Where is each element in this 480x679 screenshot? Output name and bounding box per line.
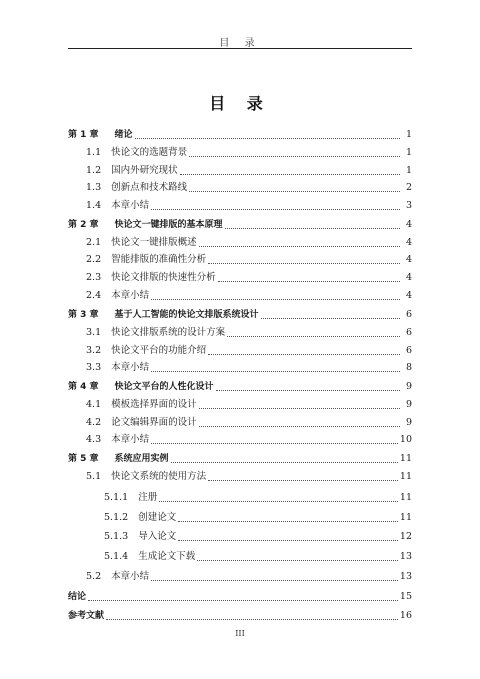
dot-leader: [197, 560, 398, 561]
dot-leader: [159, 501, 398, 502]
toc-entry-page: 12: [399, 531, 412, 542]
toc-entry[interactable]: [68, 491, 412, 505]
toc-entry-number: 2.3: [86, 272, 102, 283]
toc-entry[interactable]: [68, 146, 412, 160]
dot-leader: [135, 138, 400, 139]
toc-entry-page: 4: [405, 290, 412, 301]
toc-entry[interactable]: [68, 416, 412, 430]
dot-leader: [171, 462, 398, 463]
dot-leader: [151, 209, 400, 210]
toc-entry-page: 9: [405, 417, 412, 428]
toc-entry-page: 1: [405, 147, 412, 158]
toc-entry[interactable]: [68, 236, 412, 250]
dot-leader: [178, 521, 398, 522]
toc-entry-number: 4.3: [86, 434, 102, 445]
toc-entry-label: 快论文一键排版概述: [111, 237, 197, 248]
toc-entry-page: 1: [405, 129, 412, 140]
toc-entry-number: 2.1: [86, 237, 102, 248]
toc-entry-page: 4: [405, 272, 412, 283]
toc-entry-number: 5.1.3: [104, 531, 129, 542]
toc-entry-label: 生成论文下载: [138, 551, 196, 562]
toc-entry[interactable]: [68, 326, 412, 340]
toc-entry-page: 13: [399, 551, 412, 562]
toc-entry[interactable]: [68, 550, 412, 564]
toc-entry-label: 快论文平台的功能介绍: [111, 345, 207, 356]
dot-leader: [199, 426, 400, 427]
toc-entry-number: 5.1.4: [104, 551, 129, 562]
toc-entry-number: 1.1: [86, 147, 102, 158]
toc-entry-page: 9: [405, 381, 412, 392]
dot-leader: [208, 263, 400, 264]
toc-entry-number: 第 3 章: [68, 310, 99, 320]
toc-entry-label: 绪论: [114, 130, 133, 140]
toc-entry-label: 参考文献: [68, 611, 105, 621]
toc-entry-number: 4.2: [86, 417, 102, 428]
toc-entry-number: 5.1.2: [104, 512, 129, 523]
toc-entry[interactable]: [68, 511, 412, 525]
toc-entry-page: 10: [399, 434, 412, 445]
toc-entry[interactable]: [68, 452, 412, 466]
toc-entry-page: 3: [405, 200, 412, 211]
toc-entry-number: 5.1.1: [104, 492, 129, 503]
toc-entry[interactable]: [68, 199, 412, 213]
toc-entry-page: 11: [399, 512, 412, 523]
toc-entry-page: 4: [405, 254, 412, 265]
dot-leader: [199, 408, 400, 409]
toc-entry-number: 5.1: [86, 471, 102, 482]
toc-entry-number: 第 5 章: [68, 454, 99, 464]
toc-entry-number: 第 2 章: [68, 220, 99, 230]
toc-entry-number: 第 4 章: [68, 382, 99, 392]
toc-entry[interactable]: [68, 609, 412, 623]
toc-entry-label: 快论文系统的使用方法: [111, 471, 207, 482]
toc-entry-number: 5.2: [86, 571, 102, 582]
toc-entry-number: 1.2: [86, 165, 102, 176]
toc-entry-label: 创新点和技术路线: [111, 182, 188, 193]
toc-entry[interactable]: [68, 271, 412, 285]
dot-leader: [178, 540, 398, 541]
toc-entry-label: 快论文平台的人性化设计: [114, 382, 214, 392]
toc-entry-page: 16: [399, 610, 412, 621]
toc-entry-page: 6: [405, 309, 412, 320]
toc-entry-label: 本章小结: [111, 571, 150, 582]
toc-entry[interactable]: [68, 470, 412, 484]
toc-entry-page: 15: [399, 591, 412, 602]
toc-entry-label: 创建论文: [138, 512, 177, 523]
toc-entry[interactable]: [68, 164, 412, 178]
toc-entry-label: 智能排版的准确性分析: [111, 254, 207, 265]
toc-entry-page: 4: [405, 237, 412, 248]
toc-entry-number: 1.4: [86, 200, 102, 211]
toc-entry[interactable]: [68, 361, 412, 375]
toc-entry-label: 快论文的选题背景: [111, 147, 188, 158]
table-of-contents: [68, 0, 412, 679]
dot-leader: [106, 619, 398, 620]
toc-entry-page: 4: [405, 219, 412, 230]
toc-entry[interactable]: [68, 218, 412, 232]
toc-entry-page: 6: [405, 345, 412, 356]
toc-entry-label: 本章小结: [111, 362, 150, 373]
dot-leader: [151, 443, 398, 444]
toc-entry-number: 第 1 章: [68, 130, 99, 140]
toc-entry[interactable]: [68, 433, 412, 447]
toc-entry[interactable]: [68, 181, 412, 195]
dot-leader: [199, 246, 400, 247]
dot-leader: [227, 336, 400, 337]
toc-entry[interactable]: [68, 253, 412, 267]
toc-entry[interactable]: [68, 590, 412, 604]
dot-leader: [180, 174, 400, 175]
running-header: 目 录: [219, 38, 261, 49]
toc-entry-label: 系统应用实例: [114, 454, 169, 464]
toc-entry-page: 6: [405, 327, 412, 338]
toc-entry-number: 3.3: [86, 362, 102, 373]
page-number: III: [235, 629, 245, 638]
toc-entry-number: 2.4: [86, 290, 102, 301]
toc-entry[interactable]: [68, 289, 412, 303]
toc-entry[interactable]: [68, 380, 412, 394]
toc-entry[interactable]: [68, 398, 412, 412]
toc-entry-label: 本章小结: [111, 434, 150, 445]
toc-entry-page: 11: [399, 453, 412, 464]
toc-entry-page: 8: [405, 362, 412, 373]
toc-entry-label: 模板选择界面的设计: [111, 399, 197, 410]
dot-leader: [189, 156, 400, 157]
dot-leader: [151, 299, 400, 300]
toc-entry-number: 3.2: [86, 345, 102, 356]
toc-entry-label: 基于人工智能的快论文排版系统设计: [114, 310, 259, 320]
dot-leader: [225, 228, 400, 229]
dot-leader: [151, 371, 400, 372]
dot-leader: [261, 318, 400, 319]
toc-entry-label: 快论文排版系统的设计方案: [111, 327, 226, 338]
toc-entry-label: 结论: [68, 592, 87, 602]
toc-entry-page: 11: [399, 492, 412, 503]
toc-entry-label: 导入论文: [138, 531, 177, 542]
toc-entry-number: 3.1: [86, 327, 102, 338]
toc-entry[interactable]: [68, 128, 412, 142]
toc-entry-number: 1.3: [86, 182, 102, 193]
dot-leader: [216, 390, 400, 391]
toc-entry[interactable]: [68, 344, 412, 358]
toc-entry-page: 2: [405, 182, 412, 193]
dot-leader: [151, 580, 398, 581]
toc-entry[interactable]: [68, 308, 412, 322]
toc-entry[interactable]: [68, 570, 412, 584]
toc-entry-label: 论文编辑界面的设计: [111, 417, 197, 428]
toc-entry-number: 4.1: [86, 399, 102, 410]
toc-entry-page: 13: [399, 571, 412, 582]
toc-entry-page: 9: [405, 399, 412, 410]
dot-leader: [218, 281, 400, 282]
dot-leader: [189, 191, 400, 192]
toc-entry-page: 1: [405, 165, 412, 176]
toc-entry-label: 快论文一键排版的基本原理: [114, 220, 223, 230]
toc-entry-label: 快论文排版的快速性分析: [111, 272, 216, 283]
toc-entry-label: 注册: [138, 492, 158, 503]
toc-entry-label: 本章小结: [111, 290, 150, 301]
dot-leader: [208, 480, 398, 481]
toc-entry-page: 11: [399, 471, 412, 482]
dot-leader: [88, 600, 398, 601]
toc-title: 目 录: [209, 94, 271, 113]
toc-entry-label: 本章小结: [111, 200, 150, 211]
dot-leader: [208, 354, 400, 355]
toc-entry-label: 国内外研究现状: [111, 165, 178, 176]
toc-entry[interactable]: [68, 530, 412, 544]
toc-entry-number: 2.2: [86, 254, 102, 265]
